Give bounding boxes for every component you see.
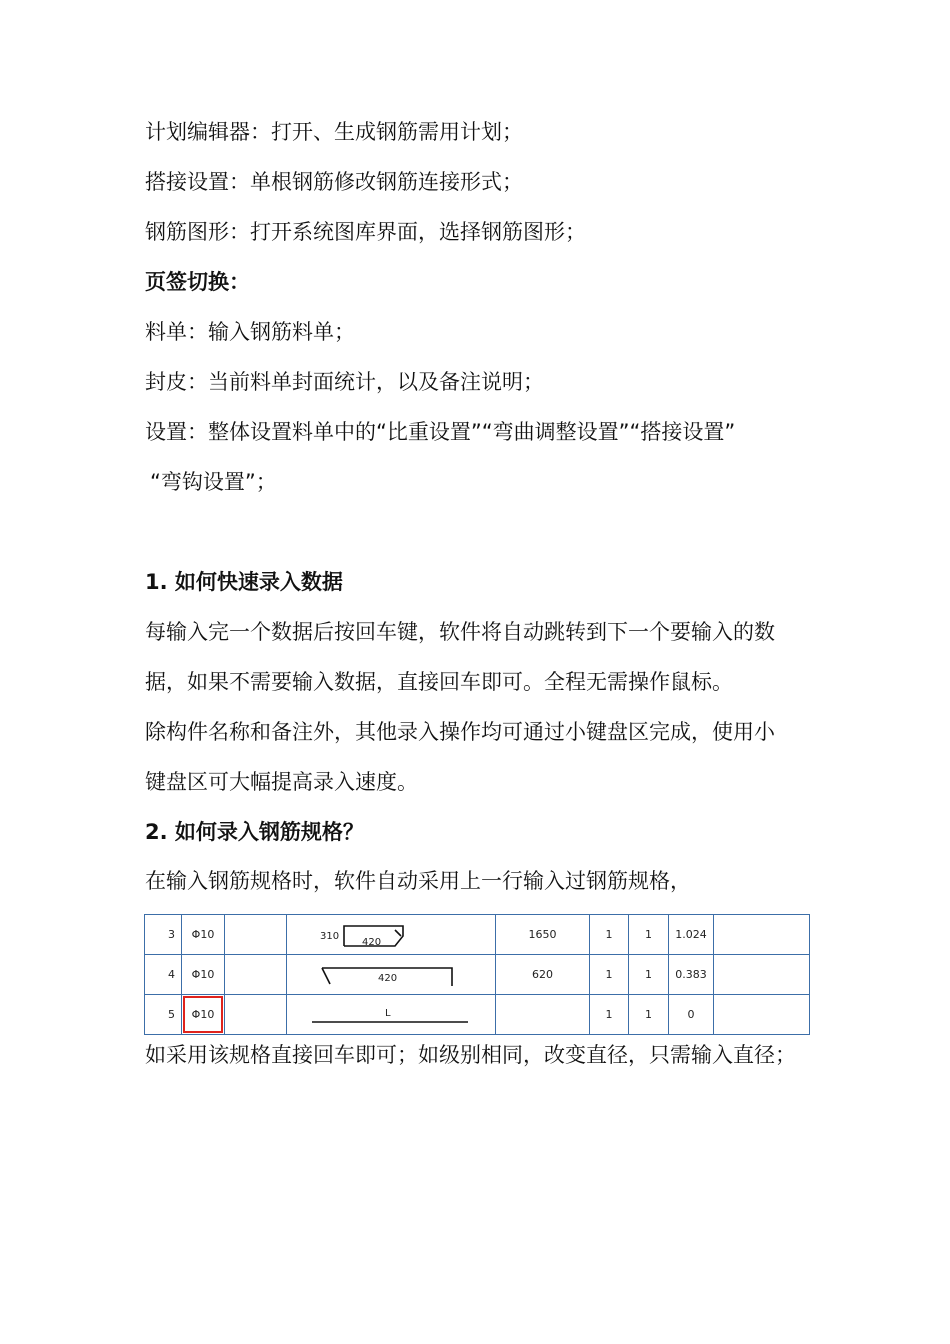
shape-label-b: 420 (362, 936, 382, 948)
text-line-rebar-shape: 钢筋图形：打开系统图库界面，选择钢筋图形； (145, 220, 586, 244)
row-number: 5 (145, 995, 182, 1035)
rebar-spec-cell-highlighted[interactable] (182, 995, 225, 1035)
rebar-spec-value: Φ10 (191, 1008, 215, 1021)
table-row (145, 995, 810, 1035)
count-cell-2: 1 (629, 995, 669, 1035)
shape-label-a: 310 (320, 930, 340, 942)
empty-cell (714, 995, 810, 1035)
empty-cell (225, 955, 287, 995)
text-line-lap-setting: 搭接设置：单根钢筋修改钢筋连接形式； (145, 170, 523, 194)
rebar-spec-cell: Φ10 (182, 915, 225, 955)
highlight-box (183, 996, 223, 1033)
table-row (145, 915, 810, 955)
section-1-para2-line2: 键盘区可大幅提高录入速度。 (145, 770, 418, 794)
text-line-hook-setting: “弯钩设置”； (150, 470, 277, 494)
shape-cell (287, 955, 496, 995)
count-cell-1: 1 (590, 955, 629, 995)
empty-cell (225, 915, 287, 955)
rebar-shape-bent-icon (316, 958, 466, 992)
empty-cell (714, 915, 810, 955)
section-1-para1-line2: 据，如果不需要输入数据，直接回车即可。全程无需操作鼠标。 (145, 670, 733, 694)
text-line-bill: 料单：输入钢筋料单； (145, 320, 355, 344)
text-line-settings: 设置：整体设置料单中的“比重设置”“弯曲调整设置”“搭接设置” (145, 420, 736, 444)
row-number: 4 (145, 955, 182, 995)
length-cell: 620 (496, 955, 590, 995)
count-cell-2: 1 (629, 955, 669, 995)
shape-cell (287, 915, 496, 955)
text-line-plan-editor: 计划编辑器：打开、生成钢筋需用计划； (145, 120, 523, 144)
count-cell-1: 1 (590, 915, 629, 955)
length-cell (496, 995, 590, 1035)
rebar-table-screenshot (144, 914, 810, 1035)
length-cell: 1650 (496, 915, 590, 955)
weight-cell: 1.024 (669, 915, 714, 955)
shape-label-b: L (385, 1007, 391, 1019)
count-cell-2: 1 (629, 915, 669, 955)
empty-cell (225, 995, 287, 1035)
section-2-intro: 在输入钢筋规格时，软件自动采用上一行输入过钢筋规格， (145, 869, 691, 893)
section-2-heading: 2. 如何录入钢筋规格？ (145, 820, 364, 844)
row-number: 3 (145, 915, 182, 955)
rebar-spec-cell: Φ10 (182, 955, 225, 995)
weight-cell: 0.383 (669, 955, 714, 995)
section-1-para1-line1: 每输入完一个数据后按回车键，软件将自动跳转到下一个要输入的数 (145, 620, 775, 644)
table-row (145, 955, 810, 995)
section-1-para2-line1: 除构件名称和备注外，其他录入操作均可通过小键盘区完成，使用小 (145, 720, 775, 744)
rebar-shape-straight-icon (306, 998, 476, 1032)
heading-tab-switch: 页签切换： (145, 270, 250, 294)
shape-label-b: 420 (378, 972, 398, 984)
rebar-shape-hooked-icon (316, 918, 466, 952)
section-1-heading: 1. 如何快速录入数据 (145, 570, 343, 594)
section-2-after-table: 如采用该规格直接回车即可；如级别相同，改变直径，只需输入直径； (145, 1043, 796, 1067)
text-line-cover: 封皮：当前料单封面统计，以及备注说明； (145, 370, 544, 394)
empty-cell (714, 955, 810, 995)
count-cell-1: 1 (590, 995, 629, 1035)
weight-cell: 0 (669, 995, 714, 1035)
shape-cell (287, 995, 496, 1035)
